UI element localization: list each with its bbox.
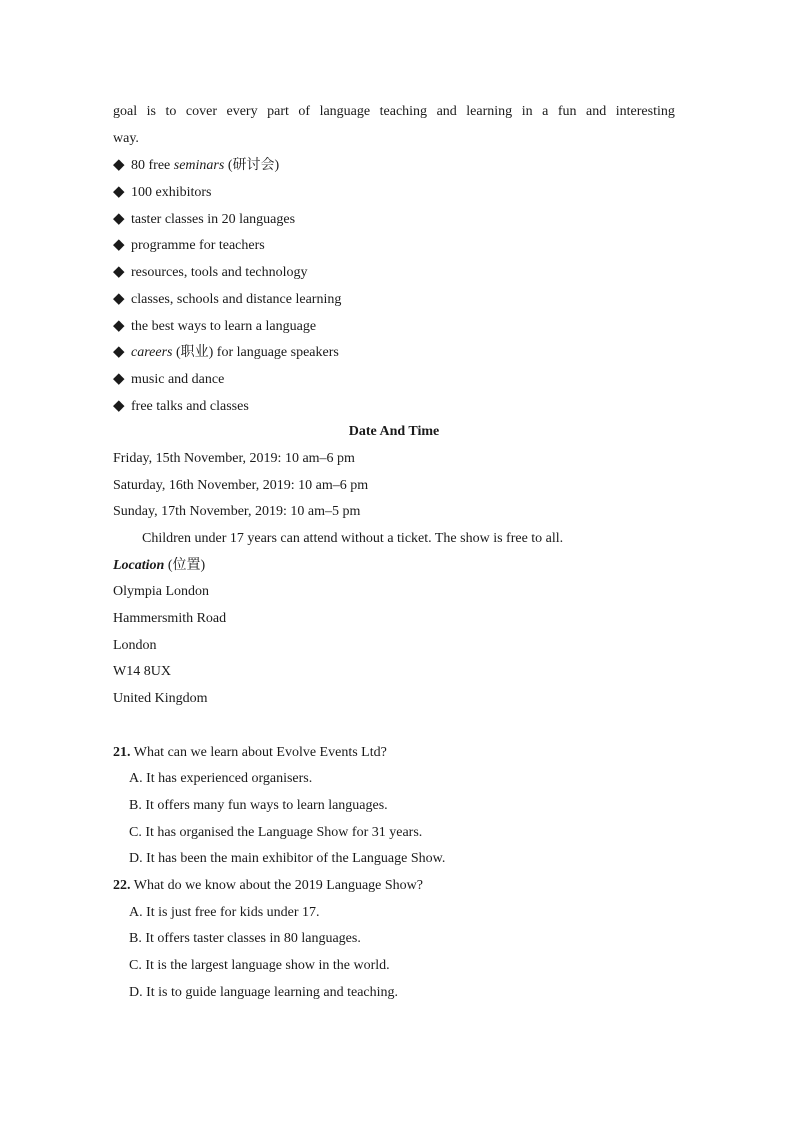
feature-text: free talks and classes [131, 398, 249, 414]
diamond-bullet-icon: ◆ [113, 370, 125, 387]
intro-word: interesting [615, 104, 675, 119]
option-b: B. It offers taster classes in 80 languages. [129, 931, 361, 947]
intro-line-1 [113, 99, 675, 126]
location-line: W14 8UX [113, 664, 171, 680]
feature-item [113, 152, 675, 179]
option-c: C. It is the largest language show in the world. [129, 958, 390, 973]
location-heading [113, 553, 675, 580]
option-d: D. It is to guide language learning and teaching. [129, 984, 399, 1000]
question-text: What do we know about the 2019 Language Show? [130, 877, 424, 893]
location-line: Hammersmith Road [113, 611, 227, 627]
question-21 [113, 740, 675, 873]
location-line: London [113, 637, 157, 653]
intro-word: and [436, 104, 457, 119]
feature-suffix: (职业) for language speakers [172, 345, 339, 361]
feature-item [113, 366, 675, 393]
feature-text: taster classes in 20 languages [131, 211, 296, 227]
intro-word: is [146, 104, 156, 119]
feature-text: 80 free [131, 158, 174, 174]
feature-list [113, 152, 675, 419]
question-text: What can we learn about Evolve Events Ltd? [130, 744, 387, 760]
feature-item [113, 313, 675, 340]
option-c: C. It has organised the Language Show for 31 years. [129, 824, 423, 840]
intro-word: and [586, 104, 607, 119]
intro-word: teaching [379, 104, 428, 119]
location-line: Olympia London [113, 584, 210, 600]
intro-word: cover [185, 104, 217, 119]
location-heading-label: Location [113, 557, 165, 573]
location-line: United Kingdom [113, 691, 208, 707]
intro-word: learning [466, 104, 513, 119]
date-time-heading: Date And Time [348, 424, 440, 440]
question-stem [113, 873, 675, 900]
diamond-bullet-icon: ◆ [113, 290, 125, 307]
diamond-bullet-icon: ◆ [113, 210, 125, 227]
diamond-bullet-icon: ◆ [113, 317, 125, 334]
feature-italic-term: careers [131, 345, 173, 361]
date-entry-sunday: Sunday, 17th November, 2019: 10 am–5 pm [113, 504, 361, 520]
diamond-bullet-icon: ◆ [113, 184, 125, 201]
question-number: 21. [113, 744, 131, 760]
diamond-bullet-icon: ◆ [113, 237, 125, 254]
feature-item [113, 339, 675, 366]
feature-item [113, 232, 675, 259]
feature-item [113, 259, 675, 286]
diamond-bullet-icon: ◆ [113, 264, 125, 281]
document-page [113, 99, 675, 1006]
question-22 [113, 873, 675, 1006]
intro-word: goal [113, 104, 138, 119]
intro-word: of [298, 104, 311, 119]
diamond-bullet-icon: ◆ [113, 397, 125, 414]
intro-word: every [226, 104, 258, 119]
location-heading-suffix: (位置) [164, 557, 206, 573]
feature-text: the best ways to learn a language [131, 318, 317, 334]
feature-item [113, 179, 675, 206]
feature-text: music and dance [131, 371, 225, 387]
option-a: A. It has experienced organisers. [129, 771, 313, 787]
feature-text: classes, schools and distance learning [131, 291, 342, 307]
feature-text: 100 exhibitors [131, 185, 212, 201]
question-number: 22. [113, 877, 131, 893]
date-entry-saturday: Saturday, 16th November, 2019: 10 am–6 pm [113, 477, 369, 493]
feature-item [113, 286, 675, 313]
feature-item [113, 206, 675, 233]
option-a: A. It is just free for kids under 17. [129, 904, 320, 920]
feature-item [113, 393, 675, 420]
admission-note: Children under 17 years can attend without a ticket. The show is free to all. [142, 531, 564, 546]
option-d: D. It has been the main exhibitor of the Language Show. [129, 851, 446, 867]
intro-line-2: way. [113, 130, 139, 146]
feature-text: programme for teachers [131, 238, 265, 254]
feature-suffix: (研讨会) [224, 158, 280, 174]
intro-word: part [267, 104, 289, 119]
intro-word: to [165, 104, 177, 119]
feature-italic-term: seminars [173, 158, 225, 174]
intro-word: a [542, 104, 549, 119]
spacer [113, 713, 675, 740]
question-stem [113, 740, 675, 767]
intro-word: language [319, 104, 371, 119]
intro-word: in [521, 104, 533, 119]
option-b: B. It offers many fun ways to learn languages. [129, 797, 388, 813]
diamond-bullet-icon: ◆ [113, 344, 125, 361]
intro-word: fun [557, 104, 577, 119]
diamond-bullet-icon: ◆ [113, 157, 125, 174]
feature-text: resources, tools and technology [131, 265, 308, 281]
date-entry-friday: Friday, 15th November, 2019: 10 am–6 pm [113, 450, 355, 466]
